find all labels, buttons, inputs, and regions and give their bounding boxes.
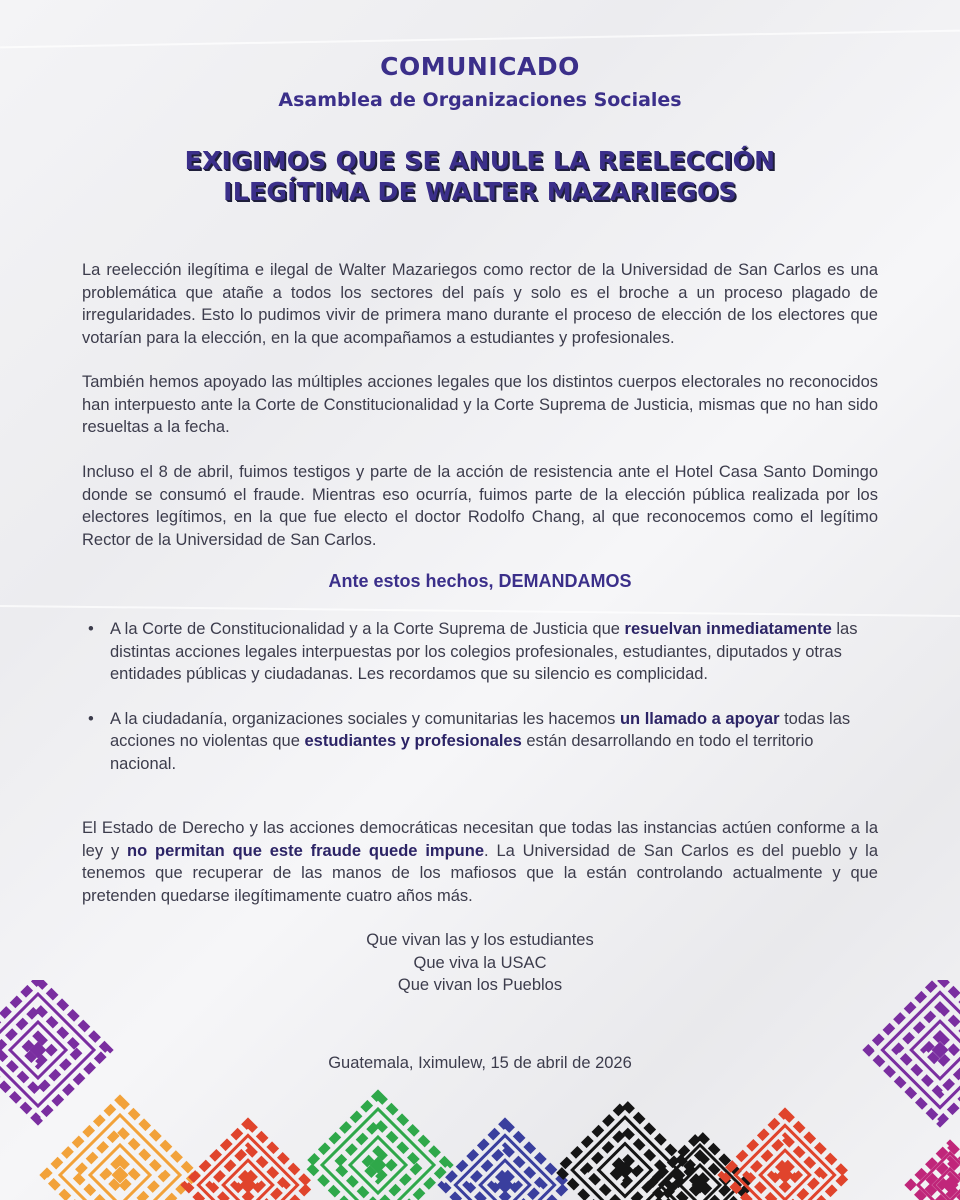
final-paragraph-text: El Estado de Derecho y las acciones democráticas necesitan que todas las instancias actúen conforme a la ley y: [82, 819, 878, 860]
demand-2-text-middle: todas las acciones no violentas que: [110, 709, 851, 750]
paper-crease: [0, 30, 960, 49]
organization-name: Asamblea de Organizaciones Sociales: [278, 89, 682, 111]
demand-1-emphasis: resuelvan inmediatamente: [624, 620, 832, 638]
demand-1-text-end: las distintas acciones legales interpuestas por los colegios profesionales, estudiantes, diputados y otras entidades públicas y ciudadanas. Les recordamos que su silencio es complicidad.: [110, 620, 858, 683]
demand-item-2: [82, 708, 872, 776]
blue-motif: [443, 1123, 567, 1200]
purple-motif-left: [0, 980, 108, 1120]
demand-item-1: [82, 618, 872, 686]
red-motif-left: [186, 1123, 310, 1200]
bullet-icon: •: [88, 620, 94, 638]
slogan-2: Que viva la USAC: [413, 953, 547, 972]
textile-pattern-decoration: [0, 980, 960, 1200]
place-and-date: Guatemala, Iximulew, 15 de abril de 2026: [328, 1054, 632, 1072]
final-paragraph: [82, 817, 878, 907]
demand-2-emphasis-1: un llamado a apoyar: [619, 709, 780, 728]
paragraph-3: Incluso el 8 de abril, fuimos testigos y parte de la acción de resistencia ante el Hotel Casa Santo Domingo donde se consumó el fraude. Mientras eso ocurría, fuimos parte de la elección pública realizada por los electores legítimos, en la que fue electo el doctor Rodolfo Chang, al que reconocemos como el legítimo Rector de la Universidad de San Carlos.: [82, 463, 878, 549]
red-motif-right: [723, 1113, 847, 1200]
demand-2-text: A la ciudadanía, organizaciones sociales y comunitarias les hacemos: [110, 709, 620, 728]
purple-motif-right: [868, 980, 960, 1122]
final-paragraph-emphasis: no permitan que este fraude quede impune: [127, 841, 485, 860]
slogan-3: Que vivan los Pueblos: [397, 976, 563, 994]
paragraph-2: También hemos apoyado las múltiples acciones legales que los distintos cuerpos electorales no reconocidos han interpuesto ante la Corte de Constitucionalidad y la Corte Suprema de Justicia, mismas que no han sido resueltas a la fecha.: [82, 373, 878, 436]
document-title: COMUNICADO: [380, 52, 580, 81]
headline: [0, 145, 960, 207]
demands-list: [82, 618, 872, 797]
demand-2-text-end: están desarrollando en todo el territorio nacional.: [110, 732, 814, 773]
headline-line-1: EXIGIMOS QUE SE ANULE LA REELECCIÓN: [184, 146, 776, 175]
demands-heading: Ante estos hechos, DEMANDAMOS: [328, 571, 632, 591]
demand-2-emphasis-2: estudiantes y profesionales: [304, 732, 522, 750]
document-header: [0, 52, 960, 111]
bullet-icon: •: [88, 709, 94, 728]
paragraph-1: La reelección ilegítima e ilegal de Walter Mazariegos como rector de la Universidad de San Carlos es una problemática que atañe a todos los sectores del país y solo es el broche a un proceso plagado de irregularidades. Esto lo pudimos vivir de primera mano durante el proceso de elección de los electores que votarían para la elección, en la que acompañamos a estudiantes y profesionales.: [82, 261, 878, 347]
paper-crease: [0, 605, 960, 617]
orange-motif: [45, 1100, 195, 1200]
headline-line-2: ILEGÍTIMA DE WALTER MAZARIEGOS: [223, 177, 737, 206]
green-motif: [308, 1095, 448, 1200]
slogan-1: Que vivan las y los estudiantes: [366, 931, 594, 949]
demand-1-text: A la Corte de Constitucionalidad y a la Corte Suprema de Justicia que: [110, 620, 625, 638]
final-paragraph-text-end: . La Universidad de San Carlos es del pueblo y la tenemos que recuperar de las manos de los mafiosos que la están controlando actualmente y que pretenden quedarse ilegítimamente cuatro años más.: [82, 841, 879, 905]
magenta-motif: [910, 1145, 960, 1200]
